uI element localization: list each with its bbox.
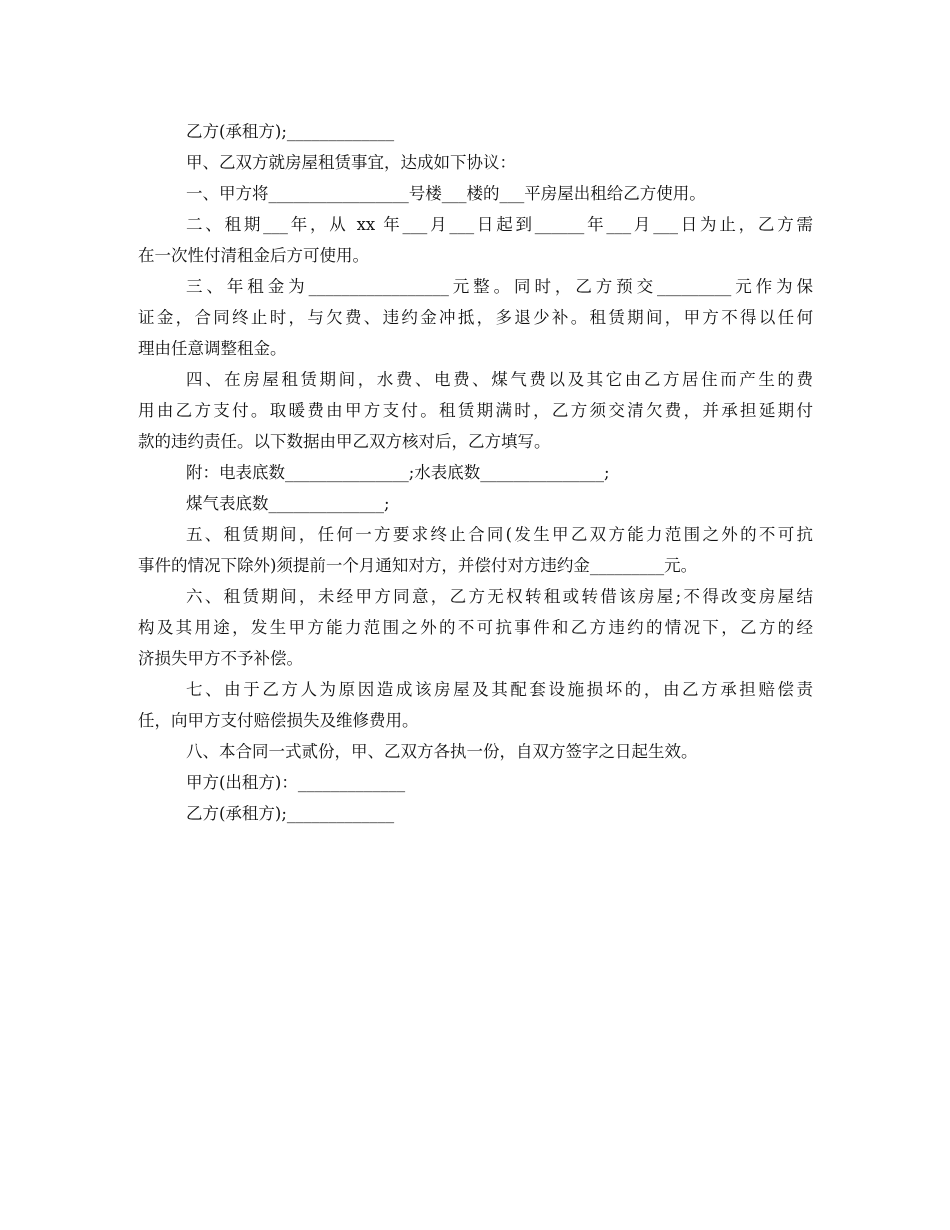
party-b-signature-line: 乙方(承租方);_____________ [186,804,395,823]
clause-6-line-1: 六、租赁期间，未经甲方同意，乙方无权转租或转借该房屋;不得改变房屋结 [186,587,813,606]
clause-3-line-3: 理由任意调整租金。 [138,339,287,358]
clause-4-line-3: 款的违约责任。以下数据由甲乙双方核对后，乙方填写。 [138,432,551,451]
clause-5-line-2: 事件的情况下除外)须提前一个月通知对方，并偿付对方违约金_________元。 [138,556,698,575]
attachment-meters-line: 附：电表底数_______________;水表底数_______________; [186,463,610,482]
clause-4-line-2: 用由乙方支付。取暖费由甲方支付。租赁期满时，乙方须交清欠费，并承担延期付 [138,401,813,420]
clause-7-line-2: 任，向甲方支付赔偿损失及维修费用。 [138,711,419,730]
party-b-line: 乙方(承租方);_____________ [186,122,395,141]
clause-1-line: 一、甲方将_________________号楼___楼的___平房屋出租给乙方使用。 [186,184,706,203]
clause-8-line: 八、本合同一式贰份，甲、乙双方各执一份，自双方签字之日起生效。 [186,742,698,761]
party-a-signature-line: 甲方(出租方)：_____________ [186,773,406,792]
clause-3-line-1: 三、年租金为_________________元整。同时，乙方预交_________元作为保 [186,277,813,296]
clause-6-line-3: 济损失甲方不予补偿。 [138,649,303,668]
clause-3-line-2: 证金，合同终止时，与欠费、违约金冲抵，多退少补。租赁期间，甲方不得以任何 [138,308,813,327]
clause-6-line-2: 构及其用途，发生甲方能力范围之外的不可抗事件和乙方违约的情况下，乙方的经 [138,618,813,637]
clause-2-line-1: 二、租期___年，从 xx 年___月___日起到______年___月___日为止，乙方需 [186,215,813,234]
attachment-gas-line: 煤气表底数______________; [186,494,390,513]
contract-body [138,116,813,829]
clause-4-line-1: 四、在房屋租赁期间，水费、电费、煤气费以及其它由乙方居住而产生的费 [186,370,813,389]
intro-line: 甲、乙双方就房屋租赁事宜，达成如下协议： [186,153,516,172]
clause-2-line-2: 在一次性付清租金后方可使用。 [138,246,369,265]
clause-7-line-1: 七、由于乙方人为原因造成该房屋及其配套设施损坏的，由乙方承担赔偿责 [186,680,813,699]
clause-5-line-1: 五、租赁期间，任何一方要求终止合同(发生甲乙双方能力范围之外的不可抗 [186,525,813,544]
